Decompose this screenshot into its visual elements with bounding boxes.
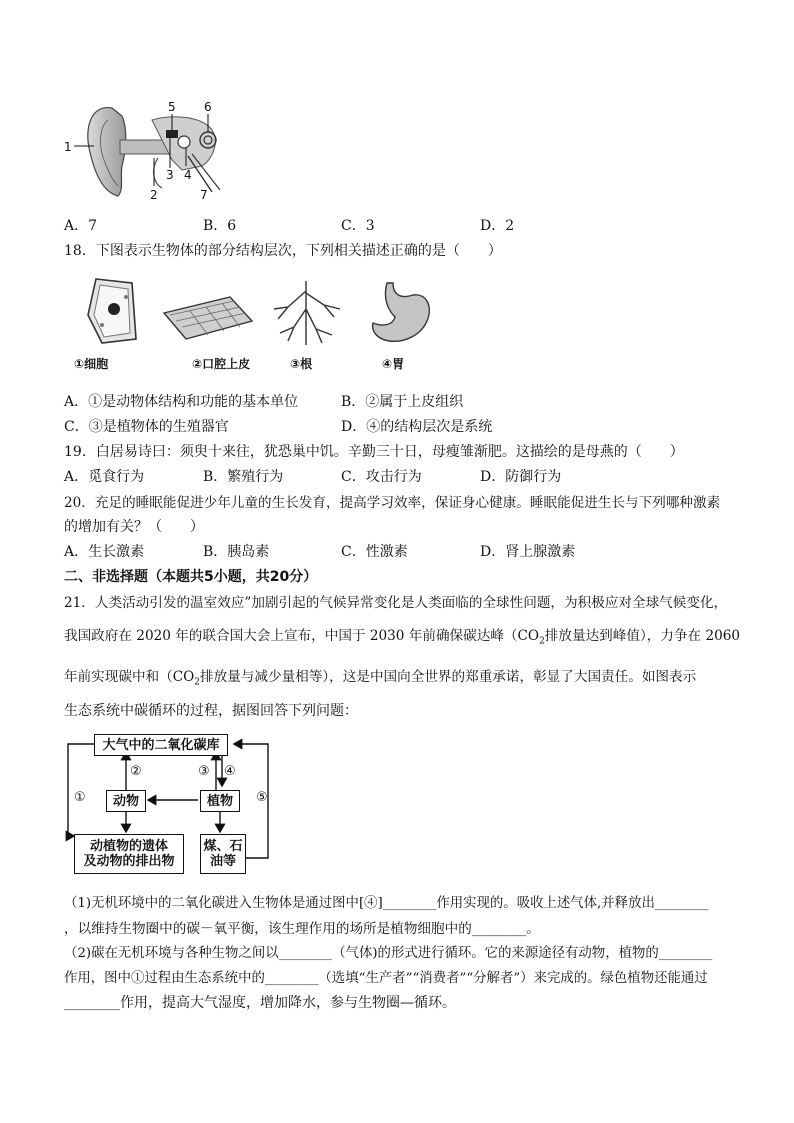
q21-sub2-line1: （2)碳在无机环境与各种生物之间以________（气体)的形式进行循环。它的来源途径有动物，植物的________ [64,946,713,961]
q18-option-c: C．③是植物体的生殖器官 [64,419,229,435]
co2-pool-box: 大气中的二氧化碳库 [94,734,228,756]
section-heading: 二、非选择题（本题共5小题，共20分） [64,569,318,585]
q20-stem-line1: 20．充足的睡眠能促进少年儿童的生长发育，提高学习效率，保证身心健康。睡眠能促进生长与下列哪种激素 [64,495,721,511]
q20-option-d: D．肾上腺激素 [480,544,576,560]
arrow-label-2: ② [130,764,142,779]
fossil-box-line2: 油等 [209,854,236,869]
remains-box-line1: 动植物的遗体 [89,839,168,854]
q21-para-line3-a: 年前实现碳中和（CO [64,669,195,685]
plant-box: 植物 [200,790,240,812]
oral-epithelium-image [160,293,256,343]
q18-stem: 18．下图表示生物体的部分结构层次，下列相关描述正确的是（ ） [64,243,502,259]
arrow-label-1: ① [74,790,86,805]
caption-stomach: ④胃 [382,357,405,371]
q21-para-line3 [64,665,696,688]
q20-option-c: C．性激素 [341,544,408,560]
q19-option-a: A．觅食行为 [64,469,145,485]
arrow-label-5: ⑤ [256,790,268,805]
q19-option-d: D．防御行为 [480,469,562,485]
cell-image [82,275,142,347]
q18-option-b: B．②属于上皮组织 [341,394,464,410]
ear-label-5: 5 [168,100,176,114]
q19-option-c: C．攻击行为 [341,469,422,485]
remains-box-line2: 及动物的排出物 [83,854,175,869]
q17-option-d: D．2 [480,218,515,234]
caption-root: ③根 [290,357,313,371]
fossil-box-line1: 煤、石 [203,839,243,854]
q20-stem-line2: 的增加有关？（ ） [64,519,204,535]
ear-figure [62,100,232,200]
q17-option-a: A．7 [64,218,98,234]
q21-para-line3-b: 排放量与减少量相等），这是中国向全世界的郑重承诺，彰显了大国责任。如图表示 [200,669,697,685]
q21-sub2-line2: 作用，图中①过程由生态系统中的________（选填“生产者”“消费者”“分解者”）来完成的。绿色植物还能通过 [64,971,708,986]
fossil-fuel-box [200,834,246,874]
stomach-image [365,281,435,347]
q21-sub1-line2: ，以维持生物圈中的碳－氧平衡，该生理作用的场所是植物细胞中的________。 [64,921,540,937]
q21-para-line2-sub: 2 [539,636,545,647]
ear-label-3: 3 [166,168,174,182]
q21-para-line2-b: 排放量达到峰值），力争在 2060 [544,628,741,644]
q21-para-line3-sub: 2 [194,677,201,688]
q20-option-b: B．胰岛素 [203,544,270,560]
animal-box: 动物 [106,790,146,812]
q17-option-c: C．3 [341,218,375,234]
q18-option-d: D．④的结构层次是系统 [341,419,493,435]
q21-para-line1: 21．人类活动引发的温室效应”加剧引起的气候异常变化是人类面临的全球性问题，为积极应对全球气候变化， [64,595,728,611]
q18-option-a: A．①是动物体结构和功能的基本单位 [64,394,299,410]
q17-option-b: B．6 [203,218,237,234]
q19-stem: 19．白居易诗曰：须臾十来往，犹恐巢中饥。辛勤三十日，母瘦雏渐肥。这描绘的是母燕的（ ） [64,444,684,460]
caption-oral-epithelium: ②口腔上皮 [192,357,251,371]
ear-diagram-image [62,100,232,200]
q21-para-line4: 生态系统中碳循环的过程，据图回答下列问题： [64,703,358,719]
q21-sub2-line3: ________作用，提高大气湿度，增加降水，参与生物圈—循环。 [64,995,456,1011]
ear-label-6: 6 [204,100,212,114]
remains-box [74,834,184,874]
caption-cell: ①细胞 [74,357,109,371]
q20-option-a: A．生长激素 [64,544,145,560]
q21-para-line2 [64,624,740,647]
arrow-label-4: ④ [224,764,236,779]
ear-label-1: 1 [64,140,72,154]
carbon-cycle-diagram [64,728,284,880]
q21-para-line2-a: 我国政府在 2020 年的联合国大会上宣布，中国于 2030 年前确保碳达峰（CO [64,628,540,644]
ear-label-7: 7 [200,188,208,202]
ear-label-4: 4 [184,168,192,182]
ear-label-2: 2 [150,188,158,202]
root-image [268,279,344,349]
q21-sub1-line1: （1)无机环境中的二氧化碳进入生物体是通过图中[④]________作用实现的。吸收上述气体,并释放出________ [64,896,709,911]
q19-option-b: B．繁殖行为 [203,469,284,485]
arrow-label-3: ③ [198,764,210,779]
